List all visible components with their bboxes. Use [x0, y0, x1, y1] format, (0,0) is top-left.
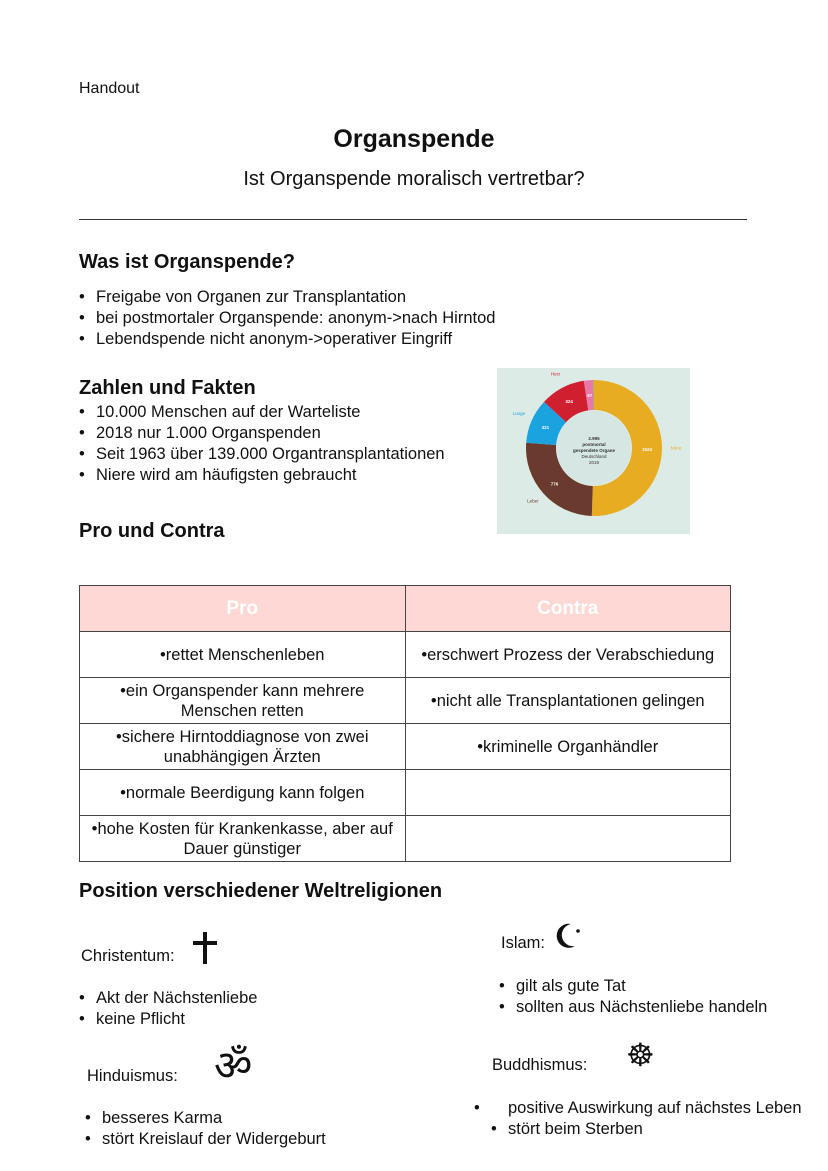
center-label: Deutschland	[581, 454, 607, 459]
pro-cell: •hohe Kosten für Krankenkasse, aber auf Dauer günstiger	[80, 816, 406, 862]
handout-label: Handout	[79, 80, 140, 97]
slice-category-label: Niere	[670, 445, 682, 451]
list-item: • sollten aus Nächstenliebe handeln	[499, 997, 767, 1018]
hinduismus-list	[85, 1108, 326, 1150]
slice-category-label: Leber	[527, 498, 539, 504]
table-row	[80, 770, 731, 816]
center-label: 2.995	[588, 436, 600, 441]
list-item: • 2018 nur 1.000 Organspenden	[79, 423, 445, 444]
slice-value-label: 67	[587, 393, 593, 399]
list-item: • Freigabe von Organen zur Transplantation	[79, 287, 495, 308]
pro-cell: •sichere Hirntoddiagnose von zwei unabhängigen Ärzten	[80, 724, 406, 770]
center-label: postmortal	[582, 442, 606, 447]
center-label: 2019	[588, 460, 600, 465]
list-item: • positive Auswirkung auf nächstes Leben	[491, 1098, 811, 1119]
zahlen-list	[79, 402, 445, 486]
section-heading-was: Was ist Organspende?	[79, 251, 295, 273]
list-item: • 10.000 Menschen auf der Warteliste	[79, 402, 445, 423]
was-list	[79, 287, 495, 350]
page-title: Organspende	[333, 125, 495, 153]
page-subtitle: Ist Organspende moralisch vertretbar?	[243, 168, 585, 190]
divider	[79, 219, 747, 220]
slice-value-label: 776	[550, 481, 559, 487]
hinduismus-label: Hinduismus:	[87, 1067, 178, 1085]
om-icon: ॐ	[214, 1041, 253, 1090]
donut-svg	[497, 368, 690, 534]
contra-cell: •erschwert Prozess der Verabschiedung	[405, 632, 731, 678]
list-item: • stört beim Sterben	[491, 1119, 811, 1140]
buddhismus-label: Buddhismus:	[492, 1056, 588, 1074]
center-label: gespendete Organe	[572, 448, 616, 453]
list-item: • stört Kreislauf der Widergeburt	[85, 1129, 326, 1150]
islam-label: Islam:	[501, 934, 546, 952]
crescent-icon	[553, 920, 583, 952]
christentum-list	[79, 988, 257, 1030]
list-item: • Lebendspende nicht anonym->operativer Eingriff	[79, 329, 495, 350]
islam-list	[499, 976, 767, 1018]
table-row	[80, 724, 731, 770]
header-contra: Contra	[405, 586, 731, 632]
dharma-wheel-icon: ☸	[626, 1036, 655, 1074]
list-item: • gilt als gute Tat	[499, 976, 767, 997]
pro-cell: •rettet Menschenleben	[80, 632, 406, 678]
contra-cell: •nicht alle Transplantationen gelingen	[405, 678, 731, 724]
pro-cell: •normale Beerdigung kann folgen	[80, 770, 406, 816]
organ-donut-chart	[497, 368, 690, 534]
table-row	[80, 816, 731, 862]
list-item: • besseres Karma	[85, 1108, 326, 1129]
header-pro: Pro	[80, 586, 406, 632]
list-item: • keine Pflicht	[79, 1009, 257, 1030]
table-row	[80, 632, 731, 678]
slice-category-label: Lunge	[512, 411, 526, 417]
list-item: • Akt der Nächstenliebe	[79, 988, 257, 1009]
contra-cell	[405, 816, 731, 862]
christentum-label: Christentum:	[81, 947, 175, 965]
section-heading-zahlen: Zahlen und Fakten	[79, 377, 256, 399]
table-row	[80, 678, 731, 724]
section-heading-religionen: Position verschiedener Weltreligionen	[79, 880, 443, 902]
slice-value-label: 324	[565, 399, 573, 405]
list-item: • Niere wird am häufigsten gebraucht	[79, 465, 445, 486]
slice-value-label: 1524	[641, 446, 653, 452]
pro-contra-table	[79, 585, 731, 862]
buddhismus-list	[491, 1098, 811, 1140]
list-item: • bei postmortaler Organspende: anonym->nach Hirntod	[79, 308, 495, 329]
contra-cell	[405, 770, 731, 816]
section-heading-procontra: Pro und Contra	[79, 520, 225, 542]
contra-cell: •kriminelle Organhändler	[405, 724, 731, 770]
cross-icon	[191, 932, 219, 964]
slice-category-label: Herz	[550, 371, 561, 377]
list-item: • Seit 1963 über 139.000 Organtransplantationen	[79, 444, 445, 465]
pro-cell: •ein Organspender kann mehrere Menschen retten	[80, 678, 406, 724]
slice-value-label: 321	[541, 424, 550, 430]
